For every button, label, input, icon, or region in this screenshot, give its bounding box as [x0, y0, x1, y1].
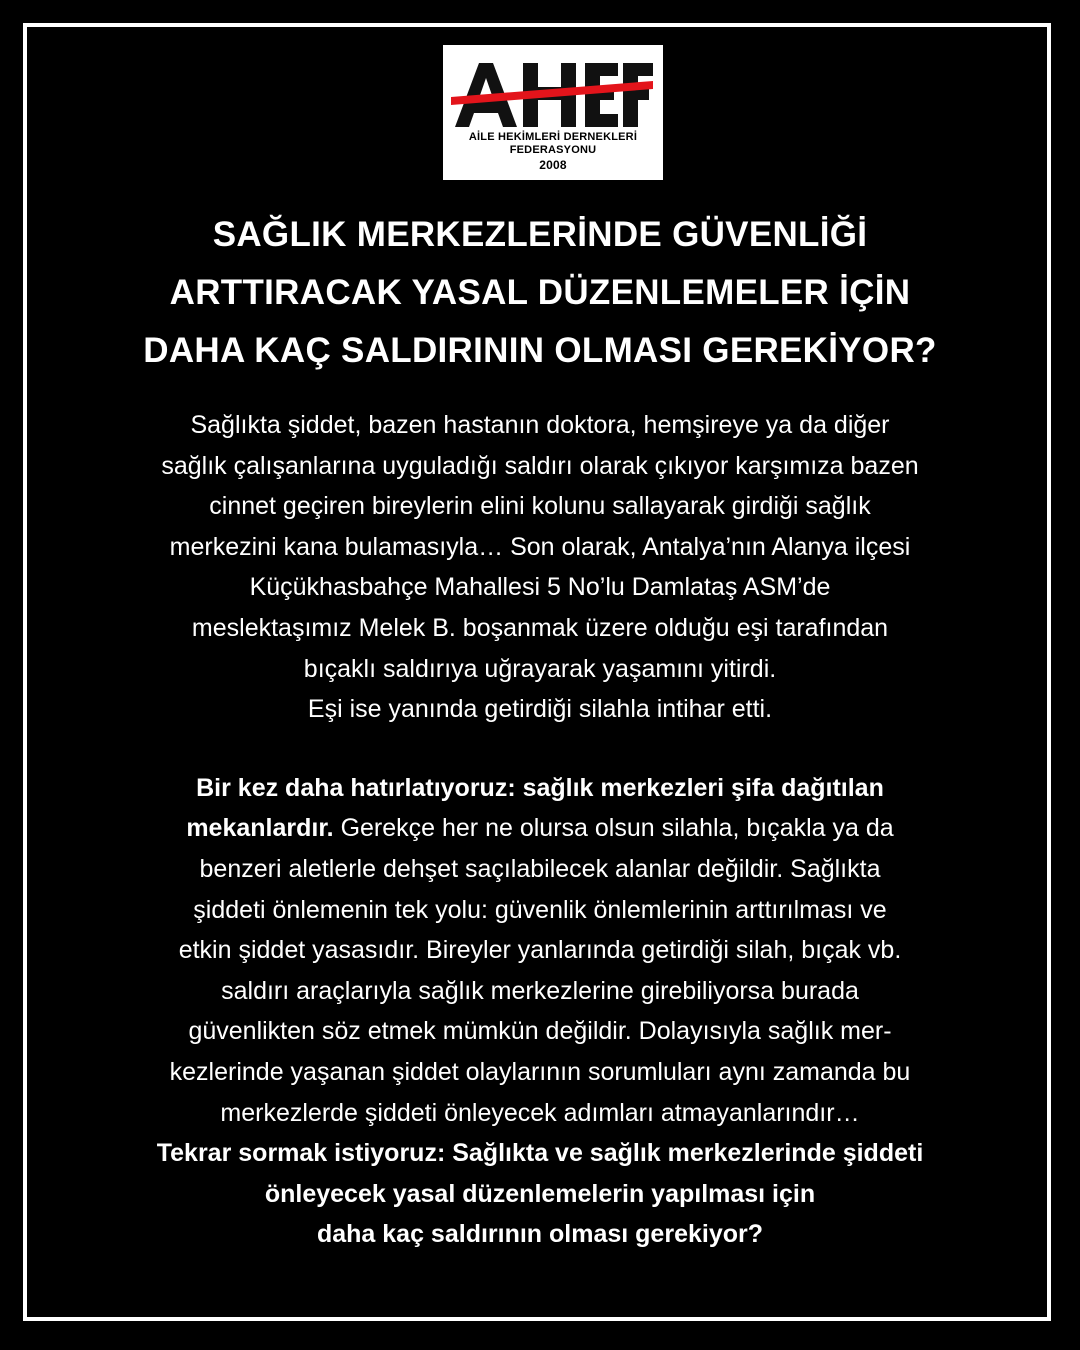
paragraph-line: Sağlıkta şiddet, bazen hastanın doktora, hemşireye ya da diğer — [190, 411, 890, 439]
paragraph-line: Küçükhasbahçe Mahallesi 5 No’lu Damlataş ASM’de — [249, 573, 831, 602]
emphasis-text: Bir kez daha hatırlatıyoruz: sağlık merkezleri şifa dağıtılan — [196, 773, 884, 802]
paragraph-line: güvenlikten söz etmek mümkün değildir. Dolayısıyla sağlık mer- — [188, 1017, 892, 1046]
paragraph-line: meslektaşımız Melek B. boşanmak üzere olduğu eşi tarafından — [191, 613, 889, 642]
headline-line: SAĞLIK MERKEZLERİNDE GÜVENLİĞİ — [212, 215, 868, 254]
closing-line — [40, 1133, 1040, 1174]
headline — [40, 206, 1040, 380]
closing-text: daha kaç saldırının olması gerekiyor? — [316, 1220, 763, 1249]
closing-text: önleyecek yasal düzenlemelerin yapılması için — [264, 1179, 816, 1208]
paragraph-line: Eşi ise yanında getirdiği silahla intihar etti. — [307, 695, 773, 724]
paragraph-line: merkezlerde şiddeti önleyecek adımları atmayanlarındır… — [220, 1098, 860, 1127]
body-text — [40, 405, 1040, 1255]
closing-line — [40, 1214, 1040, 1255]
paragraph-line: kezlerinde yaşanan şiddet olaylarının sorumluları aynı zamanda bu — [169, 1057, 911, 1086]
paragraph-text: Gerekçe her ne olursa olsun silahla, bıçakla ya da — [333, 814, 894, 843]
closing-line — [40, 1174, 1040, 1215]
paragraph-line: bıçaklı saldırıya uğrayarak yaşamını yitirdi. — [303, 654, 777, 683]
paragraph-line: saldırı araçlarıyla sağlık merkezlerine girebiliyorsa burada — [221, 976, 859, 1005]
paragraph-line — [40, 808, 1040, 849]
logo-line-2: FEDERASYONU — [509, 144, 597, 156]
paragraph-line: şiddeti önlemenin tek yolu: güvenlik önlemlerinin arttırılması ve — [193, 895, 887, 924]
paragraph-spacer — [40, 730, 1040, 768]
ahef-logo — [443, 45, 663, 180]
paragraph-line: cinnet geçiren bireylerin elini kolunu sallayarak girdiği sağlık — [209, 492, 871, 521]
logo-year: 2008 — [539, 158, 567, 172]
paragraph-line: sağlık çalışanlarına uyguladığı saldırı olarak çıkıyor karşımıza bazen — [161, 451, 919, 480]
closing-text: Tekrar sormak istiyoruz: Sağlıkta ve sağlık merkezlerinde şiddeti — [156, 1139, 924, 1168]
paragraph-line: benzeri aletlerle dehşet saçılabilecek alanlar değildir. Sağlıkta — [199, 854, 881, 883]
emphasis-line — [40, 768, 1040, 809]
logo-line-1: AİLE HEKİMLERİ DERNEKLERİ — [468, 131, 638, 143]
ahef-wordmark-icon — [443, 45, 663, 135]
paragraph-line: etkin şiddet yasasıdır. Bireyler yanlarında getirdiği silah, bıçak vb. — [178, 936, 902, 965]
paragraph-line: merkezini kana bulamasıyla… Son olarak, Antalya’nın Alanya ilçesi — [169, 532, 911, 561]
emphasis-text: mekanlardır. — [186, 814, 334, 843]
headline-line: ARTTIRACAK YASAL DÜZENLEMELER İÇİN — [169, 273, 911, 312]
headline-line: DAHA KAÇ SALDIRININ OLMASI GEREKİYOR? — [143, 331, 937, 370]
